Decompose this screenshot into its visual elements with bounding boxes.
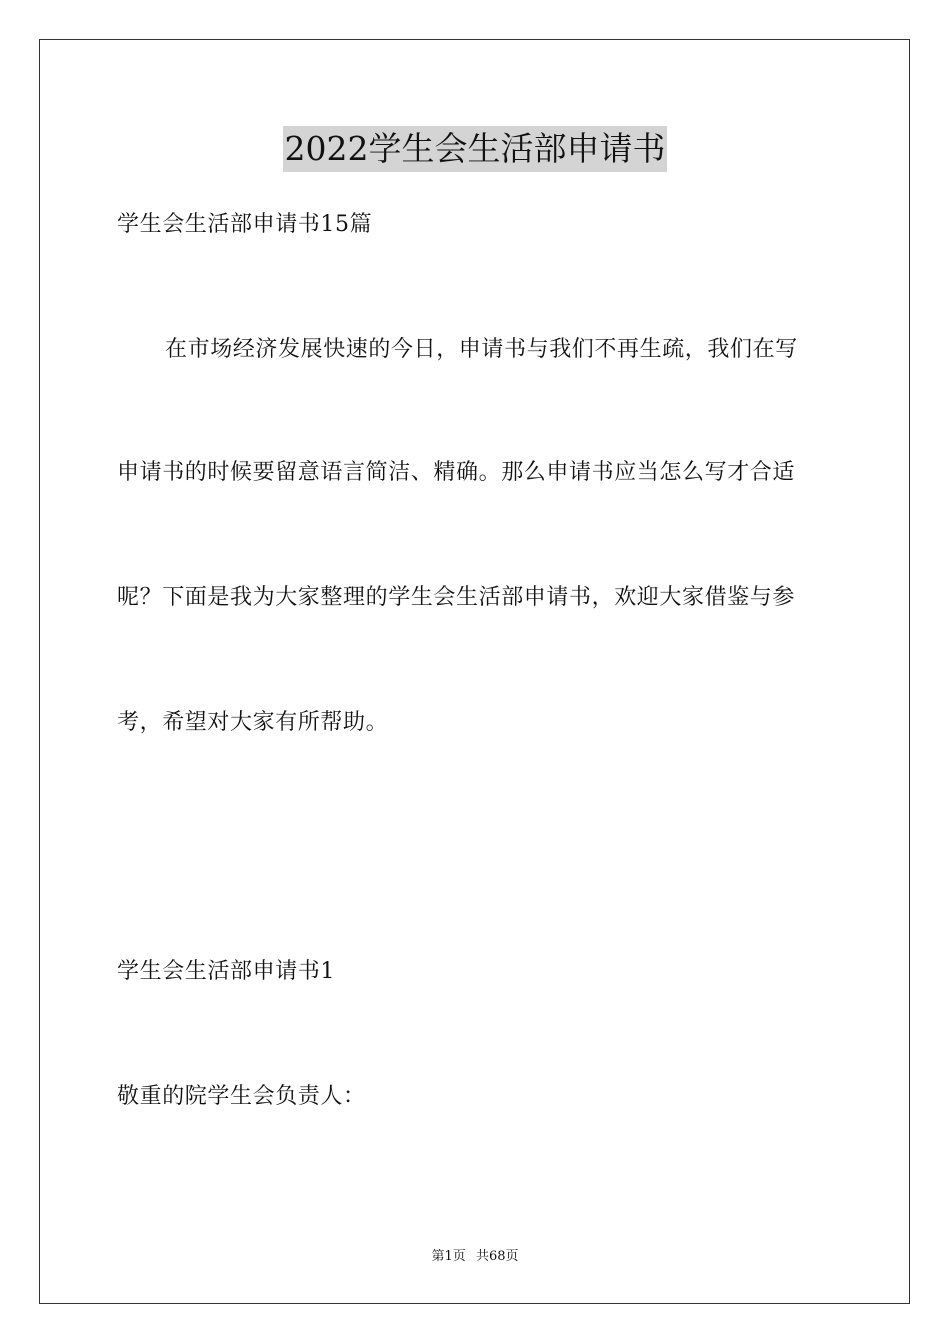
intro-line-2: 申请书的时候要留意语言简洁、精确。那么申请书应当怎么写才合适 [117, 460, 796, 485]
section-heading: 学生会生活部申请书1 [117, 959, 335, 984]
page-footer [0, 1248, 950, 1266]
document-title: 2022学生会生活部申请书 [283, 126, 668, 172]
intro-line-3: 呢？下面是我为大家整理的学生会生活部申请书，欢迎大家借鉴与参 [117, 585, 796, 610]
salutation: 敬重的院学生会负责人： [117, 1084, 366, 1109]
total-pages: 共68页 [475, 1249, 519, 1264]
page-number: 第1页 [431, 1249, 466, 1264]
title-container [0, 126, 950, 172]
intro-line-4: 考，希望对大家有所帮助。 [117, 710, 389, 735]
intro-line-1: 在市场经济发展快速的今日，申请书与我们不再生疏，我们在写 [165, 337, 798, 362]
document-subtitle: 学生会生活部申请书15篇 [117, 212, 373, 237]
